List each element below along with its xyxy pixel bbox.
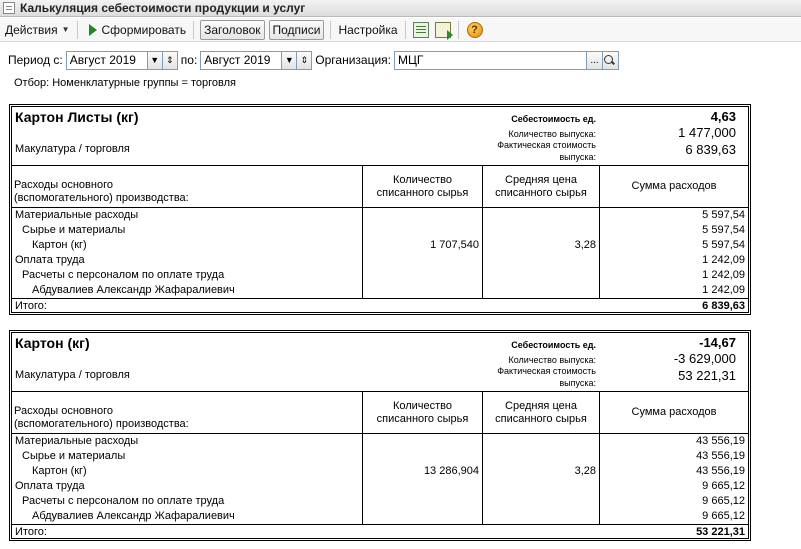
- cell-qty: [362, 208, 482, 223]
- actions-menu-button[interactable]: [2, 20, 73, 40]
- cell-qty: [362, 253, 482, 268]
- export-icon[interactable]: [435, 22, 451, 38]
- output-qty-value: 1 477,000: [678, 125, 736, 140]
- header-text-line: (вспомогательного) производства:: [14, 192, 189, 204]
- cell-sum: 9 665,12: [599, 479, 748, 494]
- header-text-line: Расходы основного: [14, 405, 113, 417]
- chevron-down-icon: ▼: [150, 55, 160, 65]
- expenses-table: [12, 165, 748, 313]
- cell-price: 3,28: [482, 464, 599, 479]
- magnifier-icon[interactable]: [603, 51, 619, 70]
- settings-label: Настройка: [338, 22, 398, 37]
- col-sum-header: Сумма расходов: [599, 166, 748, 207]
- expenses-table: [12, 391, 748, 539]
- toolbar-separator: [330, 21, 331, 39]
- actions-label: Действия: [5, 22, 58, 37]
- unit-cost-value: 4,63: [710, 109, 736, 124]
- header-text-line: списанного сырья: [376, 412, 469, 425]
- header-text-line: Расходы основного: [14, 179, 113, 191]
- organization-label: Организация:: [315, 53, 391, 67]
- actual-cost-label-line2: выпуска:: [559, 152, 596, 162]
- cell-qty: [362, 223, 482, 238]
- table-row: [12, 208, 748, 223]
- header-text-line: списанного сырья: [495, 186, 587, 199]
- cell-name: Картон (кг): [32, 239, 87, 251]
- table-row: [12, 494, 748, 509]
- cell-price: [482, 479, 599, 494]
- organization-select-button[interactable]: ...: [587, 51, 603, 70]
- col-price-header: [482, 166, 599, 207]
- report-block: [9, 104, 751, 315]
- col-sum-header: Сумма расходов: [599, 392, 748, 433]
- unit-cost-value: -14,67: [699, 335, 736, 350]
- cell-name: Итого:: [15, 526, 47, 538]
- product-group: Макулатура / торговля: [15, 143, 130, 155]
- product-name: Картон Листы (кг): [15, 109, 139, 125]
- cell-price: [482, 494, 599, 509]
- toolbar-separator: [77, 21, 78, 39]
- output-qty-value: -3 629,000: [673, 351, 736, 366]
- period-from-label: Период с:: [8, 53, 63, 67]
- cell-price: [482, 208, 599, 223]
- settings-button[interactable]: [335, 20, 400, 40]
- report-header: [12, 333, 748, 392]
- cell-qty: [362, 283, 482, 298]
- document-icon: [3, 2, 15, 14]
- cell-sum: 5 597,54: [599, 223, 748, 238]
- header-text-line: списанного сырья: [495, 412, 587, 425]
- period-to-stepper-button[interactable]: [297, 51, 312, 70]
- actual-cost-label-line1: Фактическая стоимость: [497, 366, 596, 376]
- actual-cost-value: 6 839,63: [685, 142, 736, 157]
- selection-filter-text: Отбор: Номенклатурные группы = торговля: [14, 77, 236, 89]
- product-group: Макулатура / торговля: [15, 369, 130, 381]
- period-from-input[interactable]: Август 2019: [66, 51, 148, 70]
- table-row: [12, 464, 748, 479]
- col-price-header: [482, 392, 599, 433]
- cell-price: [482, 525, 599, 538]
- header-label: Заголовок: [204, 22, 261, 37]
- cell-qty: [362, 299, 482, 312]
- col-expenses-header: [12, 166, 362, 207]
- output-qty-label: Количество выпуска:: [508, 129, 596, 139]
- unit-cost-label: Себестоимость ед.: [511, 114, 596, 124]
- cell-name: Картон (кг): [32, 465, 87, 477]
- cell-qty: [362, 268, 482, 283]
- cell-name: Оплата труда: [15, 254, 85, 266]
- cell-qty: 1 707,540: [362, 238, 482, 253]
- table-row: [12, 253, 748, 268]
- cell-sum: 1 242,09: [599, 283, 748, 298]
- help-icon[interactable]: ?: [467, 22, 483, 38]
- header-text-line: Средняя цена: [505, 399, 577, 412]
- cell-name: Сырье и материалы: [22, 224, 126, 236]
- report-header: [12, 107, 748, 166]
- cell-sum: 6 839,63: [702, 300, 745, 312]
- cell-qty: [362, 494, 482, 509]
- cell-name: Материальные расходы: [15, 209, 139, 221]
- total-row: [12, 298, 748, 313]
- actual-cost-label-line2: выпуска:: [559, 378, 596, 388]
- unit-cost-label: Себестоимость ед.: [511, 340, 596, 350]
- cell-price: [482, 253, 599, 268]
- cell-price: [482, 449, 599, 464]
- stepper-icon: ⇕: [300, 54, 309, 65]
- cell-qty: [362, 525, 482, 538]
- cell-qty: [362, 479, 482, 494]
- table-header: [12, 391, 748, 434]
- toolbar: [0, 18, 801, 42]
- excel-icon[interactable]: [413, 22, 429, 38]
- header-text-line: (вспомогательного) производства:: [14, 418, 189, 430]
- cell-sum: 1 242,09: [599, 253, 748, 268]
- period-to-input[interactable]: Август 2019: [200, 51, 282, 70]
- cell-sum: 9 665,12: [599, 509, 748, 524]
- actual-cost-value: 53 221,31: [678, 368, 736, 383]
- table-row: [12, 509, 748, 524]
- report-block: [9, 330, 751, 541]
- actual-cost-label-line1: Фактическая стоимость: [497, 140, 596, 150]
- generate-button[interactable]: [82, 20, 190, 40]
- cell-sum: 53 221,31: [696, 526, 745, 538]
- cell-sum: 43 556,19: [599, 449, 748, 464]
- period-to-dropdown-button[interactable]: [282, 51, 297, 70]
- cell-price: [482, 283, 599, 298]
- cell-price: 3,28: [482, 238, 599, 253]
- cell-qty: [362, 434, 482, 449]
- cell-price: [482, 223, 599, 238]
- toolbar-separator: [193, 21, 194, 39]
- cell-sum: 9 665,12: [599, 494, 748, 509]
- total-row: [12, 524, 748, 539]
- cell-name: Расчеты с персоналом по оплате труда: [22, 495, 225, 507]
- generate-label: Сформировать: [101, 22, 187, 37]
- col-qty-header: [362, 166, 482, 207]
- table-row: [12, 283, 748, 298]
- period-to-label: по:: [180, 53, 198, 67]
- col-expenses-header: [12, 392, 362, 433]
- table-row: [12, 434, 748, 449]
- cell-price: [482, 268, 599, 283]
- toolbar-separator: [458, 21, 459, 39]
- cell-qty: 13 286,904: [362, 464, 482, 479]
- table-row: [12, 223, 748, 238]
- product-name: Картон (кг): [15, 335, 90, 351]
- cell-qty: [362, 509, 482, 524]
- period-from-stepper-button[interactable]: [163, 51, 178, 70]
- organization-input[interactable]: МЦГ: [394, 51, 587, 70]
- cell-name: Материальные расходы: [15, 435, 139, 447]
- cell-sum: 5 597,54: [599, 208, 748, 223]
- signatures-label: Подписи: [272, 22, 321, 37]
- cell-name: Итого:: [15, 300, 47, 312]
- table-header: [12, 165, 748, 208]
- cell-sum: 5 597,54: [599, 238, 748, 253]
- header-toggle-button[interactable]: [200, 20, 264, 40]
- col-qty-header: [362, 392, 482, 433]
- table-row: [12, 449, 748, 464]
- cell-name: Абдувалиев Александр Жафаралиевич: [32, 284, 235, 296]
- window-title: Калькуляция себестоимости продукции и услуг: [20, 1, 306, 15]
- signatures-toggle-button[interactable]: [269, 20, 325, 40]
- cell-price: [482, 434, 599, 449]
- filter-bar: [0, 50, 801, 70]
- dropdown-caret-icon: ▼: [61, 25, 70, 34]
- cell-sum: 43 556,19: [599, 464, 748, 479]
- cell-name: Расчеты с персоналом по оплате труда: [22, 269, 225, 281]
- header-text-line: списанного сырья: [376, 186, 469, 199]
- cell-name: Оплата труда: [15, 480, 85, 492]
- cell-price: [482, 299, 599, 312]
- cell-name: Сырье и материалы: [22, 450, 126, 462]
- cell-sum: 43 556,19: [599, 434, 748, 449]
- table-row: [12, 479, 748, 494]
- cell-name: Абдувалиев Александр Жафаралиевич: [32, 510, 235, 522]
- play-icon: [89, 24, 97, 36]
- header-text-line: Количество: [392, 399, 453, 412]
- output-qty-label: Количество выпуска:: [508, 355, 596, 365]
- header-text-line: Количество: [392, 173, 453, 186]
- cell-sum: 1 242,09: [599, 268, 748, 283]
- period-from-dropdown-button[interactable]: [148, 51, 163, 70]
- cell-price: [482, 509, 599, 524]
- chevron-down-icon: ▼: [284, 55, 294, 65]
- table-row: [12, 238, 748, 253]
- toolbar-separator: [405, 21, 406, 39]
- table-row: [12, 268, 748, 283]
- window-titlebar: [0, 0, 801, 17]
- stepper-icon: ⇕: [165, 54, 174, 65]
- cell-qty: [362, 449, 482, 464]
- header-text-line: Средняя цена: [505, 173, 577, 186]
